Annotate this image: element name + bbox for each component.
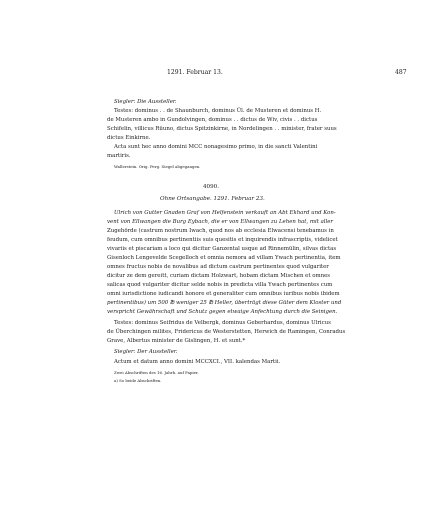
- running-header-date: 1291. Februar 13.: [167, 69, 223, 76]
- body-line: vivariis et piscariam a loco qui dicitur Ganzental usque ad Rinnemülin, silvas dictas: [107, 246, 337, 252]
- dateline: Ohne Ortsangabe. 1291. Februar 23.: [160, 196, 265, 202]
- source-note: Zwei Abschriften des 16. Jahrh. auf Papier.: [114, 370, 199, 375]
- testes-line: Testes: dominus . . de Shaunburch, dominus Ül. de Musteren et dominus H.: [114, 108, 322, 114]
- body-line: salicas quod vulgariter dicitur selde nobis in predicta villa Ywach pertinentes cum: [107, 282, 333, 288]
- regest-line: Zugehörde (castrum nostrum Iwach, quod nos ab ecclesia Elwacensi tenebamus in: [107, 228, 334, 234]
- testes-line: dictus Einkirne.: [107, 135, 151, 141]
- testes-line: Grave, Albertus minister de Gislingen, H. et sunt.*: [107, 338, 246, 344]
- testes-line: de Musteren ambo in Gundolvingen, dominus . . dictus de Wiv, civis . . dictus: [107, 117, 318, 123]
- body-line: feudum, cum omnibus pertinentiis suis quesitis et inquirendis infrascriptis, videlicet: [107, 237, 338, 243]
- document-number: 4090.: [203, 184, 220, 190]
- body-line: dicitur ze dem gereitt, curiam dictam Holzwart, hobam dictam Mischen et omnes: [107, 273, 331, 279]
- testes-line: Schifelin, villicus Rüuno, dictus Spitzinkirne, in Nordelingen . . minister, frater suus: [107, 126, 337, 132]
- body-line: Gisenloch Lengevelde Scegelloch et omnia nemora ad villam Ywach pertinentia, item: [107, 255, 341, 261]
- body-line: omni iurisdictione iudicandi honore et generaliter cum omnibus iuribus nobis ibidem: [107, 291, 340, 297]
- regest-line: vent von Ellwangen die Burg Eybach, die er von Ellwangen zu Lehen hat, mit aller: [107, 219, 333, 225]
- body-line: omnes fructus nobis de novalibus ad dictum castrum pertinentes quod vulgariter: [107, 264, 329, 270]
- acta-line: Acta sunt hec anno domini MCC nonagesimo primo, in die sancti Valentini: [114, 144, 318, 150]
- acta-line: martiris.: [107, 153, 131, 159]
- actum-line: Actum et datum anno domini MCCXCI., VII. kalendas Martii.: [114, 359, 281, 365]
- page-number: 487: [395, 69, 407, 76]
- siegler-line: Siegler: Der Aussteller.: [114, 349, 178, 355]
- regest-line: Ulrich von Gutter Gnaden Graf von Helfenstein verkauft an Abt Ekhard und Kon-: [114, 210, 336, 216]
- body-line: pertinentibus) um 500 ℔ weniger 25 ℔ Heller, überträgt diese Güter dem Kloster und: [107, 300, 342, 306]
- footnote: a) So beide Abschriften.: [114, 378, 162, 383]
- source-note: Wallerstein. Orig. Perg. Siegel abgegangen.: [114, 164, 201, 169]
- body-line: verspricht Gewährschaft und Schutz gegen etwaige Anfechtung durch die Seinigen.: [107, 309, 338, 315]
- siegler-line: Siegler: Die Aussteller.: [114, 99, 177, 105]
- testes-line: de Überchingen milites, Fridericus de Westerstetten, Herwich de Ramingen, Conradus: [107, 329, 346, 335]
- testes-line: Testes: dominus Seifridus de Velbergk, dominus Geberhardus, dominus Ulricus: [114, 320, 331, 326]
